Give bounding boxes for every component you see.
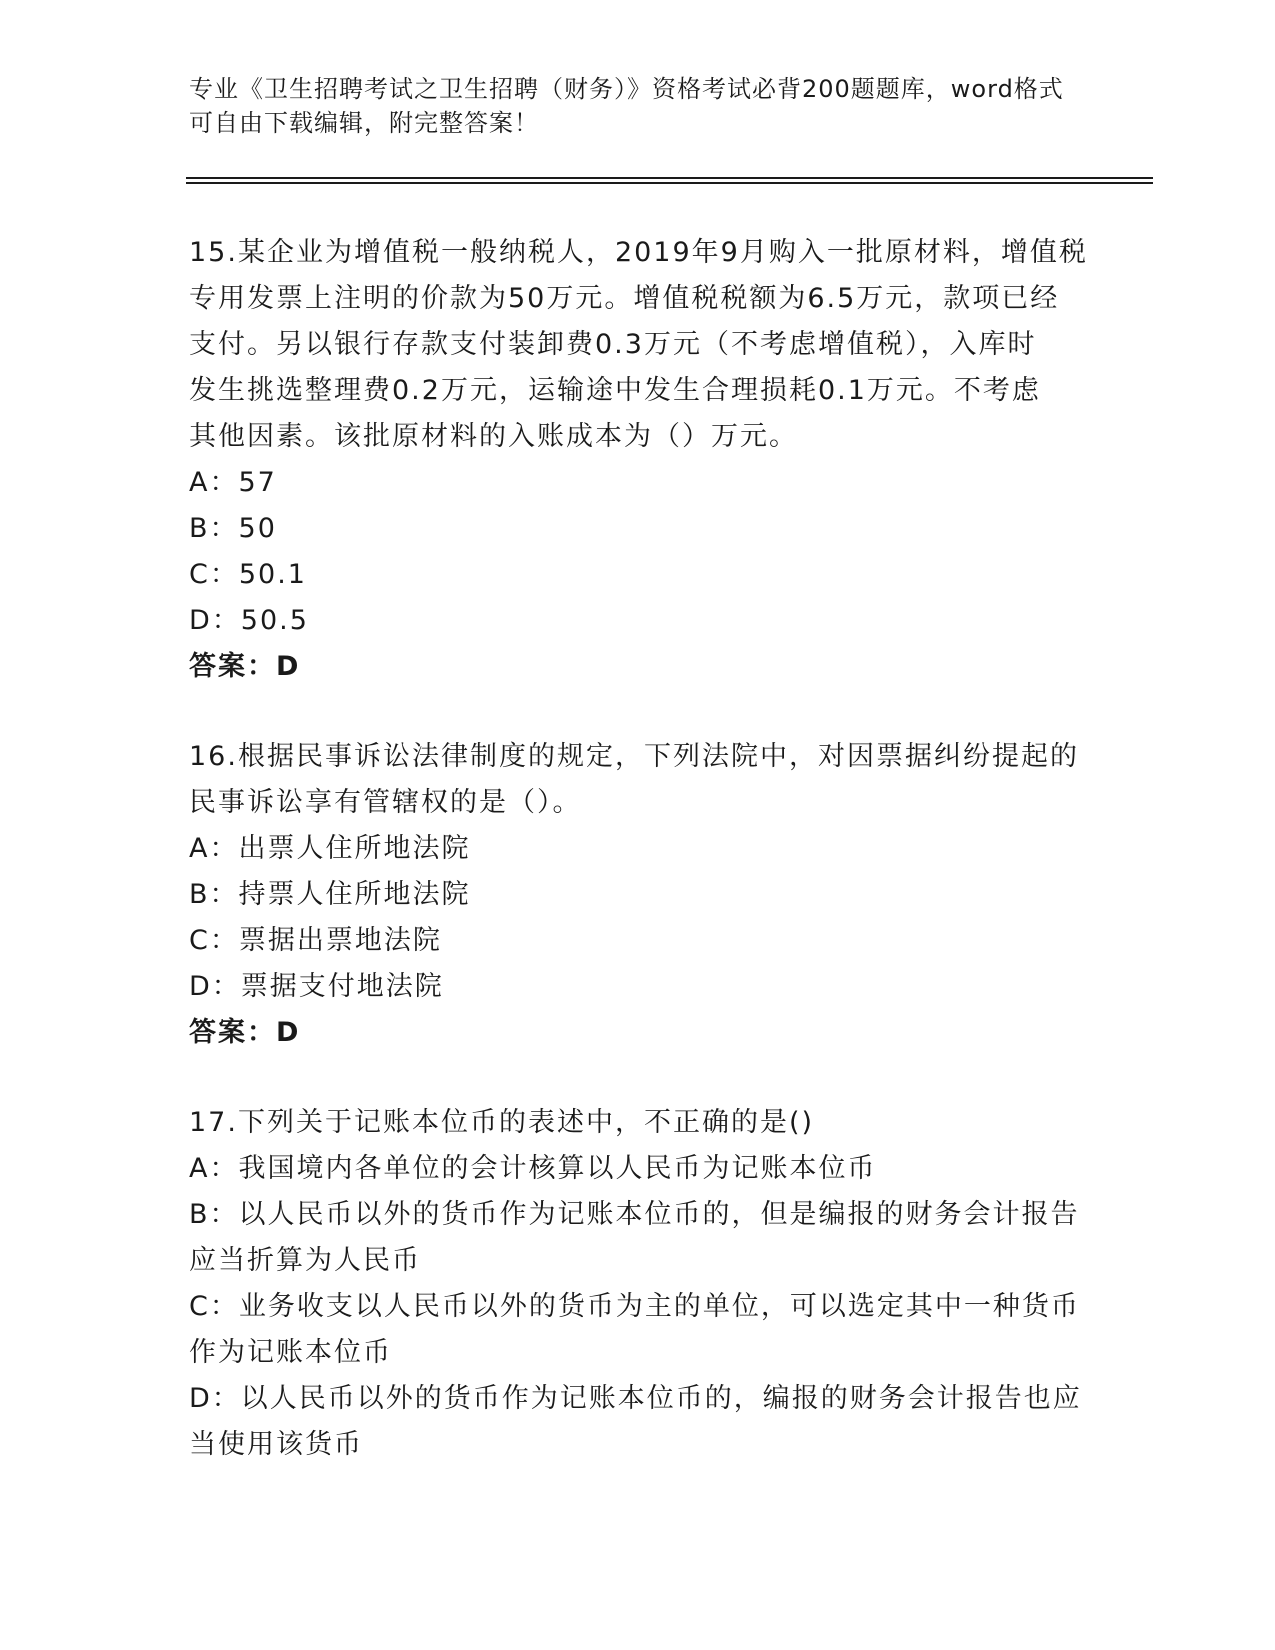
answer-option-line: 当使用该货币	[189, 1429, 363, 1460]
answer-option-line: A：57	[189, 467, 277, 498]
answer-option-line: C：业务收支以人民币以外的货币为主的单位，可以选定其中一种货币	[189, 1291, 1080, 1322]
document-header	[189, 72, 1089, 140]
answer-key: 答案：D	[189, 1017, 301, 1048]
question-spacer	[189, 690, 1089, 734]
question-stem-line: 16.根据民事诉讼法律制度的规定，下列法院中，对因票据纠纷提起的	[189, 741, 1079, 772]
question-stem-line: 民事诉讼享有管辖权的是（）。	[189, 787, 582, 818]
question-stem-line: 发生挑选整理费0.2万元，运输途中发生合理损耗0.1万元。不考虑	[189, 375, 1041, 406]
question-list	[189, 230, 1089, 1468]
answer-option-line: B：以人民币以外的货币作为记账本位币的，但是编报的财务会计报告	[189, 1199, 1080, 1230]
answer-option-line: B：50	[189, 513, 277, 544]
answer-option-line: D：以人民币以外的货币作为记账本位币的，编报的财务会计报告也应	[189, 1383, 1082, 1414]
header-divider-top	[186, 177, 1153, 179]
answer-option-line: C：票据出票地法院	[189, 925, 442, 956]
question-stem-line: 专用发票上注明的价款为50万元。增值税税额为6.5万元，款项已经	[189, 283, 1060, 314]
answer-option-line: 应当折算为人民币	[189, 1245, 421, 1276]
header-divider-bottom	[186, 182, 1153, 184]
question-block	[189, 734, 1089, 1056]
answer-option-line: B：持票人住所地法院	[189, 879, 471, 910]
question-stem-line: 支付。另以银行存款支付装卸费0.3万元（不考虑增值税），入库时	[189, 329, 1037, 360]
answer-key: 答案：D	[189, 651, 301, 682]
header-line: 专业《卫生招聘考试之卫生招聘（财务）》资格考试必背200题题库，word格式	[189, 75, 1064, 103]
question-stem-line: 15.某企业为增值税一般纳税人，2019年9月购入一批原材料，增值税	[189, 237, 1088, 268]
answer-option-line: D：票据支付地法院	[189, 971, 444, 1002]
header-line: 可自由下载编辑，附完整答案！	[189, 109, 539, 137]
answer-option-line: A：我国境内各单位的会计核算以人民币为记账本位币	[189, 1153, 877, 1184]
question-stem-line: 17.下列关于记账本位币的表述中，不正确的是()	[189, 1107, 815, 1138]
answer-option-line: A：出票人住所地法院	[189, 833, 471, 864]
answer-option-line: C：50.1	[189, 559, 307, 590]
question-block	[189, 230, 1089, 690]
question-stem-line: 其他因素。该批原材料的入账成本为（）万元。	[189, 421, 798, 452]
answer-option-line: 作为记账本位币	[189, 1337, 392, 1368]
question-spacer	[189, 1056, 1089, 1100]
answer-option-line: D：50.5	[189, 605, 309, 636]
question-block	[189, 1100, 1089, 1468]
